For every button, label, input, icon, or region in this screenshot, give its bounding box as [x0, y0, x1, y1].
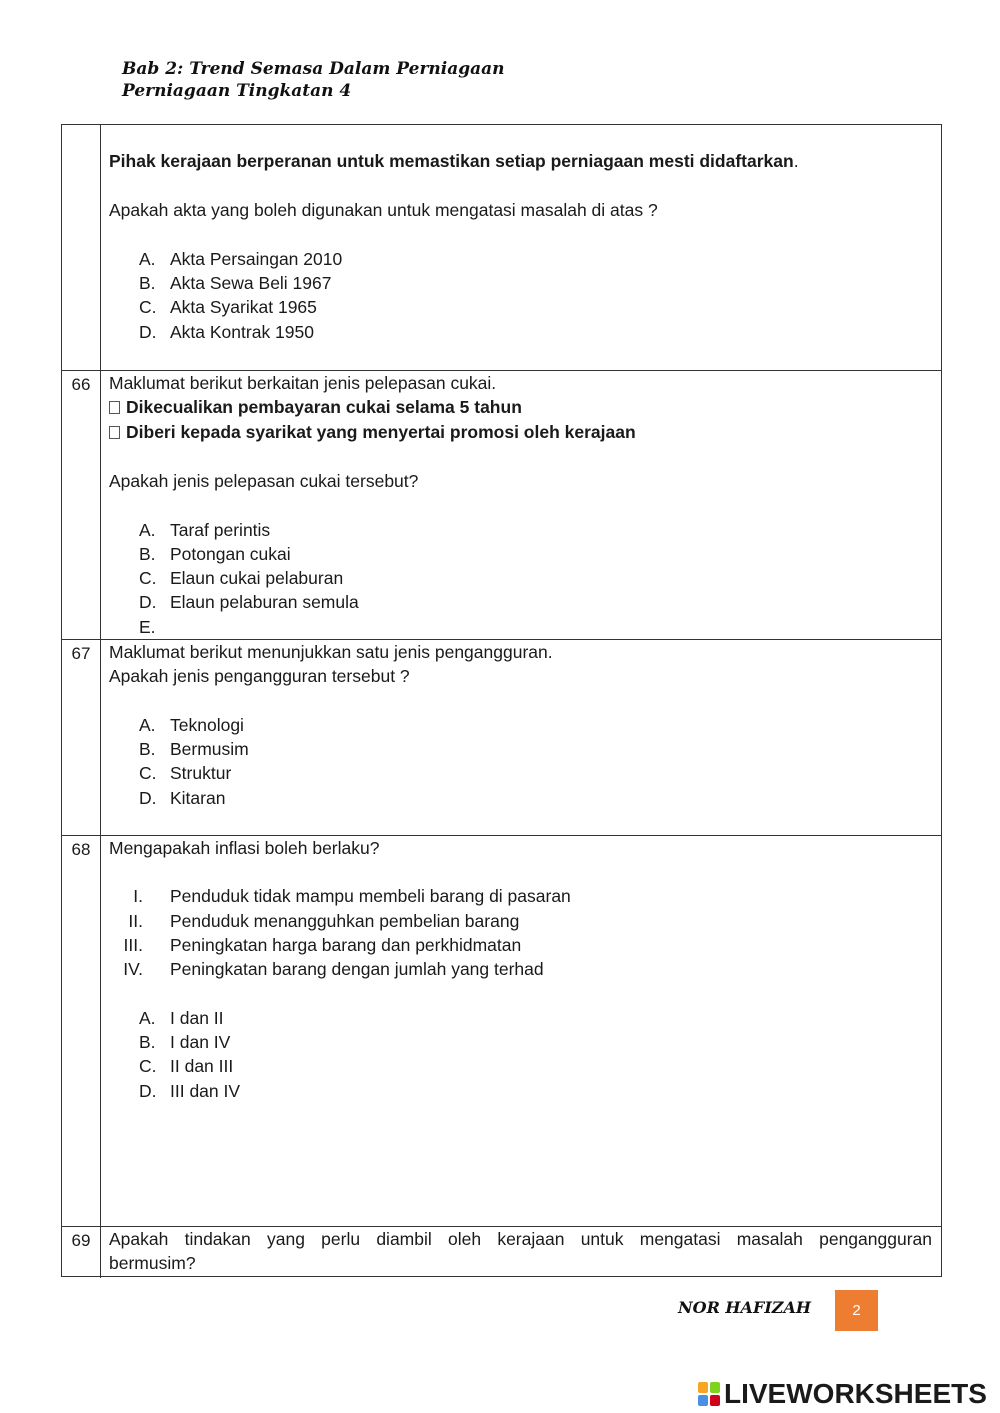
question-number: 69: [71, 1231, 91, 1250]
question-text-line1: Apakah tindakan yang perlu diambil oleh kerajaan untuk mengatasi masalah pengangguran: [109, 1229, 932, 1249]
question-row-67: 67 Maklumat berikut menunjukkan satu jenis pengangguran. Apakah jenis pengangguran tersebut ? A. Teknologi B. Bermusim C. Struktur D. Kitaran: [62, 640, 941, 836]
chapter-title: Bab 2: Trend Semasa Dalam Perniagaan: [122, 59, 505, 79]
question-row-66: 66 Maklumat berikut berkaitan jenis pelepasan cukai. Dikecualikan pembayaran cukai selama 5 tahun Diberi kepada syarikat yang menyertai promosi oleh kerajaan Apakah jenis pelepasan cukai tersebut? A. Taraf perintis B. Potongan cukai C. Elaun cukai pelaburan D. Elaun pelaburan semula E.: [62, 371, 941, 640]
info-bullet: Diberi kepada syarikat yang menyertai promosi oleh kerajaan: [109, 420, 636, 444]
checkbox-icon: [109, 401, 120, 414]
author-name: NOR HAFIZAH: [678, 1298, 812, 1317]
subject-title: Perniagaan Tingkatan 4: [122, 81, 352, 101]
question-number: 66: [71, 375, 91, 394]
question-number: 68: [71, 840, 91, 859]
liveworksheets-brand[interactable]: [698, 1378, 987, 1410]
page-number-badge: 2: [835, 1290, 878, 1331]
info-bullet: Dikecualikan pembayaran cukai selama 5 tahun: [109, 395, 522, 419]
question-text-line2: bermusim?: [109, 1253, 196, 1273]
question-statement: [109, 149, 799, 173]
question-text: Apakah jenis pelepasan cukai tersebut?: [109, 471, 419, 491]
question-text: Apakah akta yang boleh digunakan untuk mengatasi masalah di atas ?: [109, 200, 658, 220]
question-number: 67: [71, 644, 91, 663]
question-row-69: [62, 1227, 941, 1278]
question-row-68: 68 Mengapakah inflasi boleh berlaku? I. Penduduk tidak mampu membeli barang di pasaran II. Penduduk menangguhkan pembelian barang III. Peningkatan harga barang dan perkhidmatan IV. Peningkatan barang dengan jumlah yang terhad A. I dan II B. I dan IV C. II dan III D. III dan IV: [62, 836, 941, 1227]
question-text: Apakah jenis pengangguran tersebut ?: [109, 666, 410, 686]
question-number: [62, 125, 100, 127]
statement-period: .: [793, 151, 799, 171]
question-intro: Maklumat berikut berkaitan jenis pelepasan cukai.: [109, 373, 497, 393]
document-header: [122, 58, 505, 102]
liveworksheets-logo-icon: [698, 1382, 720, 1406]
brand-text: LIVEWORKSHEETS: [724, 1378, 987, 1409]
question-text: Mengapakah inflasi boleh berlaku?: [109, 838, 380, 858]
question-table: [61, 124, 942, 1277]
question-row-65: Pihak kerajaan berperanan untuk memastikan setiap perniagaan mesti didaftarkan. Apakah akta yang boleh digunakan untuk mengatasi masalah di atas ? A. Akta Persaingan 2010 B. Akta Sewa Beli 1967 C. Akta Syarikat 1965 D. Akta Kontrak 1950: [62, 125, 941, 371]
statement-text: Pihak kerajaan berperanan untuk memastikan setiap perniagaan mesti didaftarkan: [109, 151, 794, 171]
question-intro: Maklumat berikut menunjukkan satu jenis pengangguran.: [109, 642, 553, 662]
checkbox-icon: [109, 426, 120, 439]
